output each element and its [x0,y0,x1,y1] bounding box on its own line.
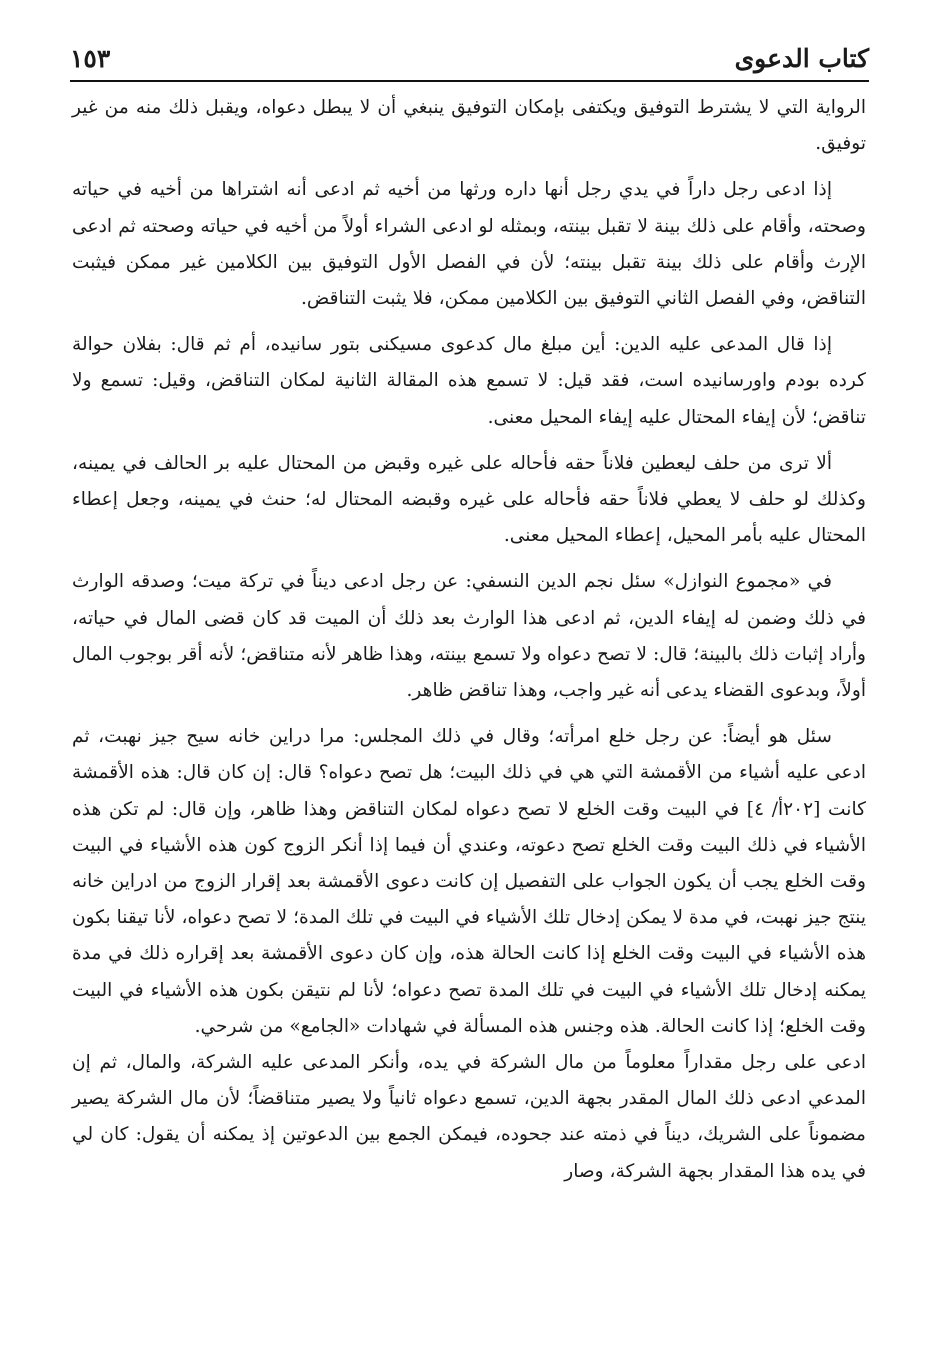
paragraph: إذا قال المدعى عليه الدين: أين مبلغ مال كدعوى مسيكنى بتور سانيده، أم ثم قال: بفلان حوالة كرده بودم واورسانيده است، فقد قيل: لا تسمع هذه المقالة الثانية لمكان التناقض، وقيل: تسمع ولا تناقض؛ لأن إيفاء المحتال عليه إيفاء المحيل معنى. [72,334,866,428]
paragraph: ادعى على رجل مقداراً معلوماً من مال الشركة في يده، وأنكر المدعى عليه الشركة، والمال، ثم إن المدعي ادعى ذلك المال المقدر بجهة الدين، تسمع دعواه ثانياً ولا يصير متناقضاً؛ لأن مال الشركة يصير مضموناً على الشريك، ديناً في ذمته عند جحوده، فيمكن الجمع بين الدعوتين إذ يمكنه أن يقول: كان لي في يده هذا المقدار بجهة الشركة، وصار [72,1052,866,1182]
paragraph: إذا ادعى رجل داراً في يدي رجل أنها داره ورثها من أخيه ثم ادعى أنه اشتراها من أخيه في حياته وصحته، وأقام على ذلك بينة لا تقبل بينته، وبمثله لو ادعى الشراء أولاً من أخيه في حياته وصحته ثم ادعى الإرث وأقام على ذلك بينة تقبل بينته؛ لأن في الفصل الأول التوفيق بين الكلامين غير ممكن فيثبت التناقض، وفي الفصل الثاني التوفيق بين الكلامين ممكن، فلا يثبت التناقض. [72,179,866,310]
body-text [72,90,866,1200]
paragraph: سئل هو أيضاً: عن رجل خلع امرأته؛ وقال في ذلك المجلس: مرا دراين خانه سيح جيز نهبت، ثم ادعى عليه أشياء من الأقمشة التي هي في ذلك البيت؛ هل تصح دعواه؟ قال: إن كان قال: هذه الأقمشة كانت [٢٠٢أ/ ٤] في البيت وقت الخلع لا تصح دعواه لمكان التناقض وهذا ظاهر، وإن قال: لم تكن هذه الأشياء في ذلك البيت وقت الخلع تصح دعوته، وعندي أن فيما إذا أنكر الزوج كون هذه الأشياء في البيت وقت الخلع يجب أن يكون الجواب على التفصيل إن كانت دعوى الأقمشة بعد إقرار الزوج من ادراين خانه ينتج جيز نهبت، في مدة لا يمكن إدخال تلك الأشياء في البيت في تلك المدة؛ لا تصح دعواه، لأنا تيقنا بكون هذه الأشياء في البيت وقت الخلع إذا كانت الحالة هذه، وإن كان دعوى الأقمشة بعد إقراره ذلك في مدة يمكنه إدخال تلك الأشياء في البيت في تلك المدة تصح دعواه؛ لأنا لم نتيقن بكون هذه الأشياء في البيت وقت الخلع؛ إذا كانت الحالة. هذه وجنس هذه المسألة في شهادات «الجامع» من شرحي. [72,726,866,1037]
header-rule [70,80,869,82]
paragraph: في «مجموع النوازل» سئل نجم الدين النسفي: عن رجل ادعى ديناً في تركة ميت؛ وصدقه الوارث في ذلك وضمن له إيفاء الدين، ثم ادعى هذا الوارث بعد ذلك أن الميت قد كان قضى المال في حياته، وأراد إثبات ذلك بالبينة؛ قال: لا تصح دعواه ولا تسمع بينته، وهذا ظاهر لأنه متناقض؛ لأنه أقر بوجوب المال أولاً، وبدعوى القضاء يدعى أنه غير واجب، وهذا تناقض ظاهر. [72,571,866,702]
page-number: ١٥٣ [70,43,111,73]
running-header [70,38,869,78]
paragraph: الرواية التي لا يشترط التوفيق ويكتفى بإمكان التوفيق ينبغي أن لا يبطل دعواه، ويقبل ذلك منه من غير توفيق. [72,97,866,155]
paragraph: ألا ترى من حلف ليعطين فلاناً حقه فأحاله على غيره وقبض من المحتال عليه بر الحالف في يمينه، وكذلك لو حلف لا يعطي فلاناً حقه فأحاله على غيره وقبضه المحتال له؛ حنث في يمينه، وجعل إعطاء المحتال عليه بأمر المحيل، إعطاء المحيل معنى. [72,452,866,547]
book-title: كتاب الدعوى [734,43,869,73]
